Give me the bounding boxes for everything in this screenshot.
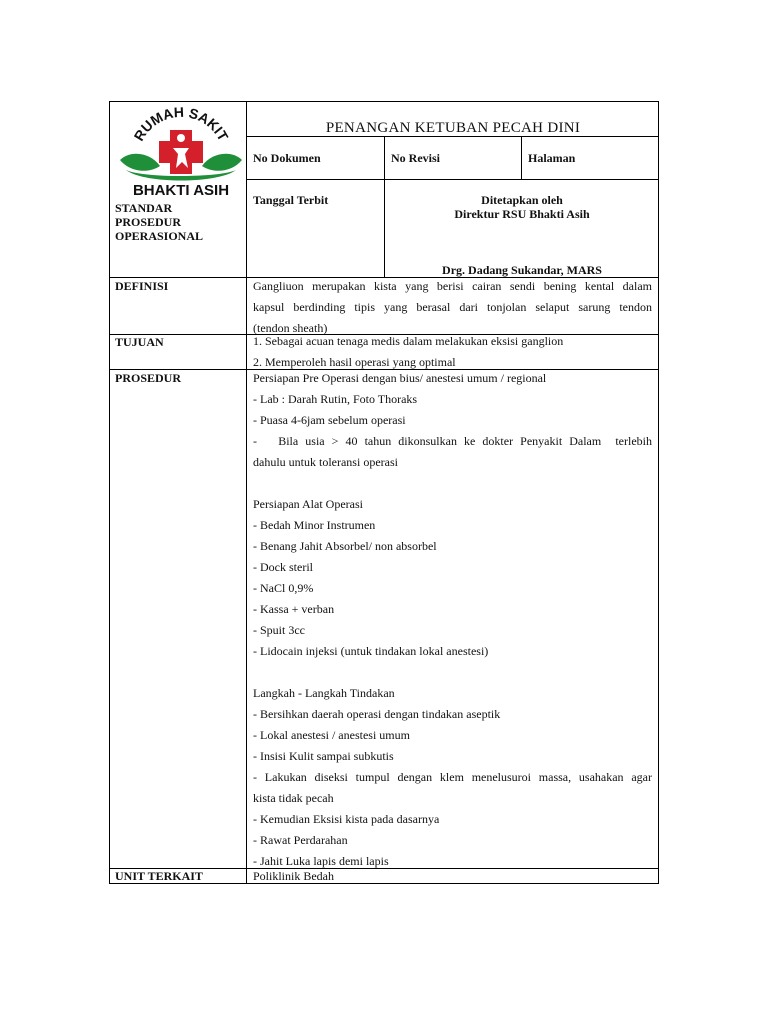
prosedur-label: PROSEDUR <box>115 371 182 385</box>
no-revisi-label: No Revisi <box>391 151 440 165</box>
prosedur-line: - Jahit Luka lapis demi lapis <box>253 854 389 868</box>
prosedur-line: - Bedah Minor Instrumen <box>253 518 376 532</box>
column-divider-halaman <box>521 136 522 180</box>
document-title: PENANGAN KETUBAN PECAH DINI <box>325 120 581 136</box>
prosedur-line: - Kemudian Eksisi kista pada dasarnya <box>253 812 440 826</box>
definisi-label: DEFINISI <box>115 279 169 293</box>
unit-terkait-value: Poliklinik Bedah <box>253 869 334 883</box>
prosedur-line: Langkah - Langkah Tindakan <box>253 686 395 700</box>
right-leaf-icon <box>202 154 242 171</box>
red-cross-icon <box>159 130 203 174</box>
row-divider <box>246 179 659 180</box>
sop-label-line-2: PROSEDUR <box>115 215 182 229</box>
prosedur-line: - Lokal anestesi / anestesi umum <box>253 728 410 742</box>
no-dokumen-label: No Dokumen <box>253 151 321 165</box>
prosedur-line: Persiapan Pre Operasi dengan bius/ anestesi umum / regional <box>253 371 547 385</box>
prosedur-line: Persiapan Alat Operasi <box>253 497 363 511</box>
unit-terkait-label: UNIT TERKAIT <box>115 869 203 883</box>
definisi-line-3: (tendon sheath) <box>253 321 328 335</box>
signer-name: Drg. Dadang Sukandar, MARS <box>442 263 602 277</box>
tujuan-line-2: 2. Memperoleh hasil operasi yang optimal <box>253 355 456 369</box>
prosedur-line: - Benang Jahit Absorbel/ non absorbel <box>253 539 437 553</box>
prosedur-line: - Rawat Perdarahan <box>253 833 348 847</box>
logo-name-text: BHAKTI ASIH <box>132 182 230 199</box>
direktur-label: Direktur RSU Bhakti Asih <box>454 207 590 221</box>
sop-label-line-3: OPERASIONAL <box>115 229 204 243</box>
sop-label-line-1: STANDAR <box>115 201 173 215</box>
prosedur-line: dahulu untuk toleransi operasi <box>253 455 398 469</box>
prosedur-line: - NaCl 0,9% <box>253 581 314 595</box>
prosedur-line: - Spuit 3cc <box>253 623 305 637</box>
definisi-line-2: kapsul berdinding tipis yang berasal dari tonjolan selaput sarung tendon <box>253 300 652 314</box>
tujuan-label: TUJUAN <box>115 335 164 349</box>
prosedur-line: - Bersihkan daerah operasi dengan tindakan aseptik <box>253 707 501 721</box>
prosedur-line: - Puasa 4-6jam sebelum operasi <box>253 413 406 427</box>
prosedur-line: kista tidak pecah <box>253 791 334 805</box>
definisi-line-1: Gangliuon merupakan kista yang berisi cairan sendi bening kental dalam <box>253 279 652 293</box>
hospital-logo <box>116 104 246 200</box>
prosedur-line: - Kassa + verban <box>253 602 335 616</box>
prosedur-line: - Dock steril <box>253 560 313 574</box>
ditetapkan-oleh-label: Ditetapkan oleh <box>481 193 563 207</box>
tanggal-terbit-label: Tanggal Terbit <box>253 193 329 207</box>
prosedur-line: - Lidocain injeksi (untuk tindakan lokal anestesi) <box>253 644 489 658</box>
halaman-label: Halaman <box>528 151 576 165</box>
prosedur-line: - Insisi Kulit sampai subkutis <box>253 749 394 763</box>
left-leaf-icon <box>120 154 160 171</box>
prosedur-line: - Lab : Darah Rutin, Foto Thoraks <box>253 392 418 406</box>
prosedur-line: - Bila usia > 40 tahun dikonsulkan ke dokter Penyakit Dalam terlebih <box>253 434 652 448</box>
logo-arc-text: RUMAH SAKIT <box>130 104 232 144</box>
tujuan-line-1: 1. Sebagai acuan tenaga medis dalam melakukan eksisi ganglion <box>253 334 564 348</box>
prosedur-line: - Lakukan diseksi tumpul dengan klem menelusuroi massa, usahakan agar <box>253 770 652 784</box>
column-divider <box>246 101 247 884</box>
